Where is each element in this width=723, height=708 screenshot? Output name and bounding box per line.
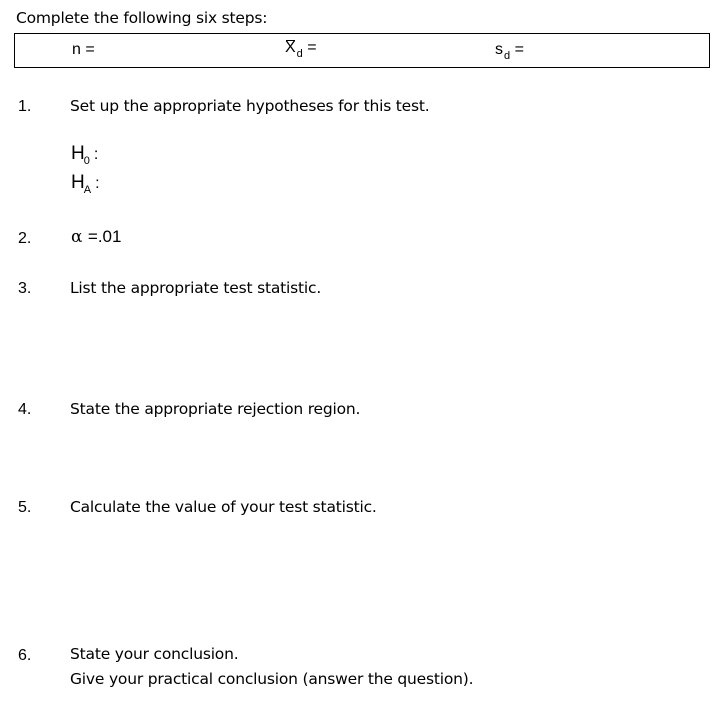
step-5-text: Calculate the value of your test statistic. (70, 498, 377, 516)
step-2-number: 2. (18, 230, 32, 247)
xbar-equals: = (307, 39, 317, 56)
step-2-text (71, 227, 121, 247)
ha-colon: : (95, 175, 100, 192)
step-3-number: 3. (18, 280, 32, 297)
n-label: n (72, 41, 81, 58)
sd-variable (495, 41, 524, 62)
step-6-text: State your conclusion. (70, 645, 239, 663)
h0-colon: : (93, 146, 99, 163)
sd-subscript: d (504, 50, 511, 62)
step-5-number: 5. (18, 499, 32, 516)
sd-equals: = (514, 41, 524, 58)
h0-subscript: 0 (83, 155, 90, 167)
n-variable (72, 41, 95, 59)
instructions-heading: Complete the following six steps: (16, 9, 268, 27)
step-4-number: 4. (18, 401, 32, 418)
alternative-hypothesis (71, 172, 100, 194)
xbar-subscript: d (296, 48, 303, 60)
step-1-text: Set up the appropriate hypotheses for this test. (70, 97, 430, 115)
null-hypothesis (71, 143, 98, 165)
step-4-text: State the appropriate rejection region. (70, 400, 361, 418)
h0-letter: H (71, 143, 85, 164)
step-1-number: 1. (18, 98, 32, 115)
ha-subscript: A (83, 184, 92, 196)
variables-box (14, 33, 710, 68)
step-3-text: List the appropriate test statistic. (70, 279, 322, 297)
alpha-equals: = (87, 227, 98, 246)
xbar-letter: X (285, 39, 296, 56)
sd-letter: s (495, 41, 503, 58)
step-6-number: 6. (18, 647, 32, 664)
ha-letter: H (71, 172, 85, 193)
alpha-symbol: α (71, 227, 83, 247)
alpha-value: .01 (97, 227, 122, 246)
xbar-d-variable (285, 39, 317, 60)
step-6-practical-line: Give your practical conclusion (answer the question). (70, 670, 474, 688)
n-equals: = (85, 41, 95, 58)
